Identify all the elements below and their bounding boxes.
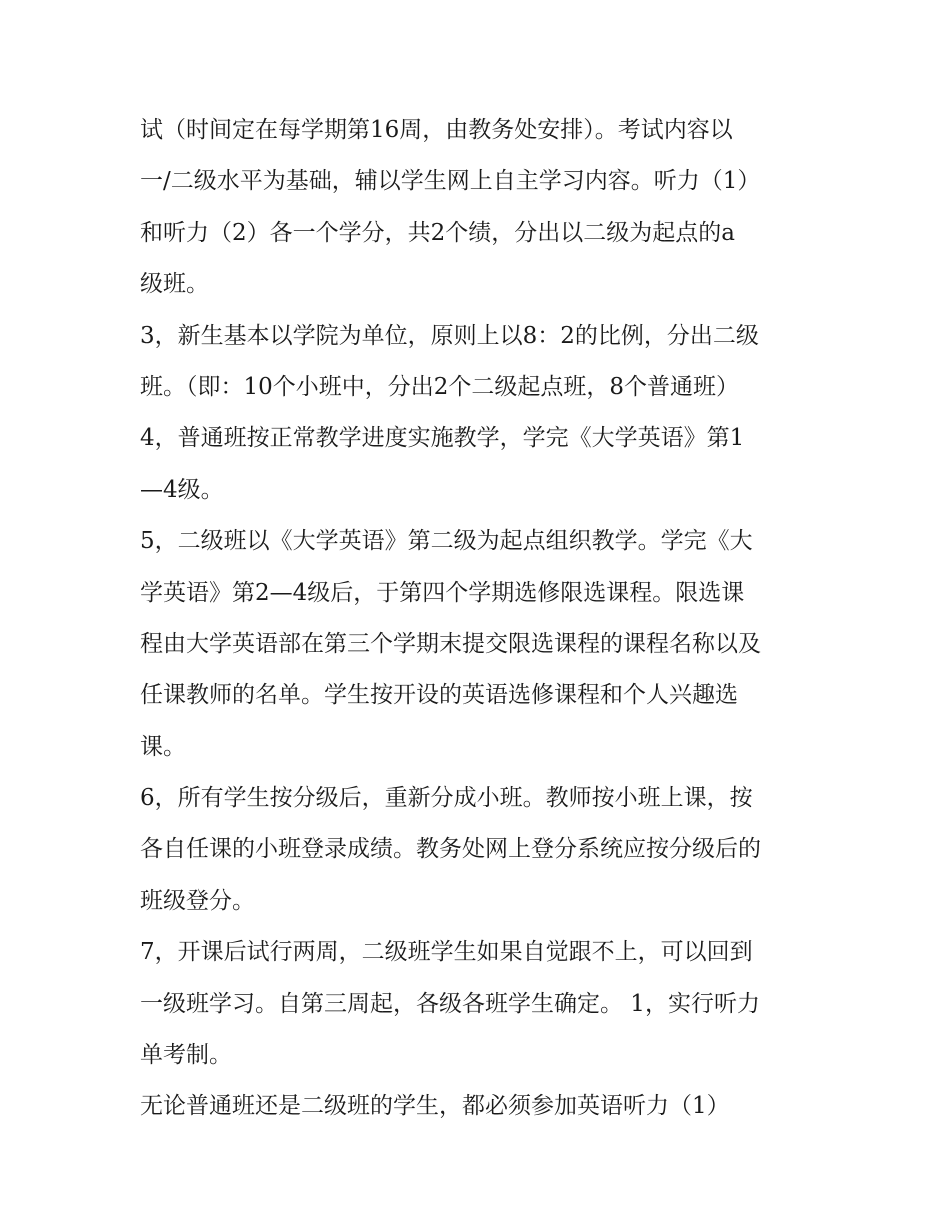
text-line: 无论普通班还是二级班的学生，都必须参加英语听力（1） (140, 1093, 730, 1120)
text-line: 课。 (140, 733, 186, 760)
text-line: 任课教师的名单。学生按开设的英语选修课程和个人兴趣选 (140, 682, 738, 709)
text-line: 试（时间定在每学期第16周，由教务处安排）。考试内容以 (140, 117, 733, 143)
text-line: 6，所有学生按分级后，重新分成小班。教师按小班上课，按 (140, 785, 753, 812)
text-line: 班。（即：10个小班中，分出2个二级起点班，8个普通班） (140, 373, 740, 400)
text-line: 学英语》第2—4级后，于第四个学期选修限选课程。限选课 (140, 579, 745, 606)
text-line: 一级班学习。自第三周起，各级各班学生确定。 1，实行听力 (140, 990, 760, 1017)
text-line: 班级登分。 (140, 887, 255, 914)
text-line: —4级。 (140, 476, 224, 503)
text-line: 单考制。 (140, 1042, 232, 1069)
text-line: 4，普通班按正常教学进度实施教学，学完《大学英语》第1 (140, 425, 745, 452)
text-line: 3，新生基本以学院为单位，原则上以8：2的比例，分出二级 (140, 322, 759, 349)
text-line: 级班。 (140, 271, 209, 298)
text-line: 程由大学英语部在第三个学期末提交限选课程的课程名称以及 (140, 630, 761, 657)
text-line: 各自任课的小班登录成绩。教务处网上登分系统应按分级后的 (140, 836, 761, 863)
document-body (140, 105, 820, 1133)
text-line: 7，开课后试行两周，二级班学生如果自觉跟不上，可以回到 (140, 939, 753, 966)
text-line: 和听力（2）各一个学分，共2个绩，分出以二级为起点的a (140, 219, 735, 246)
text-line: 5，二级班以《大学英语》第二级为起点组织教学。学完《大 (140, 528, 753, 555)
text-line: 一/二级水平为基础，辅以学生网上自主学习内容。听力（1） (140, 168, 761, 195)
